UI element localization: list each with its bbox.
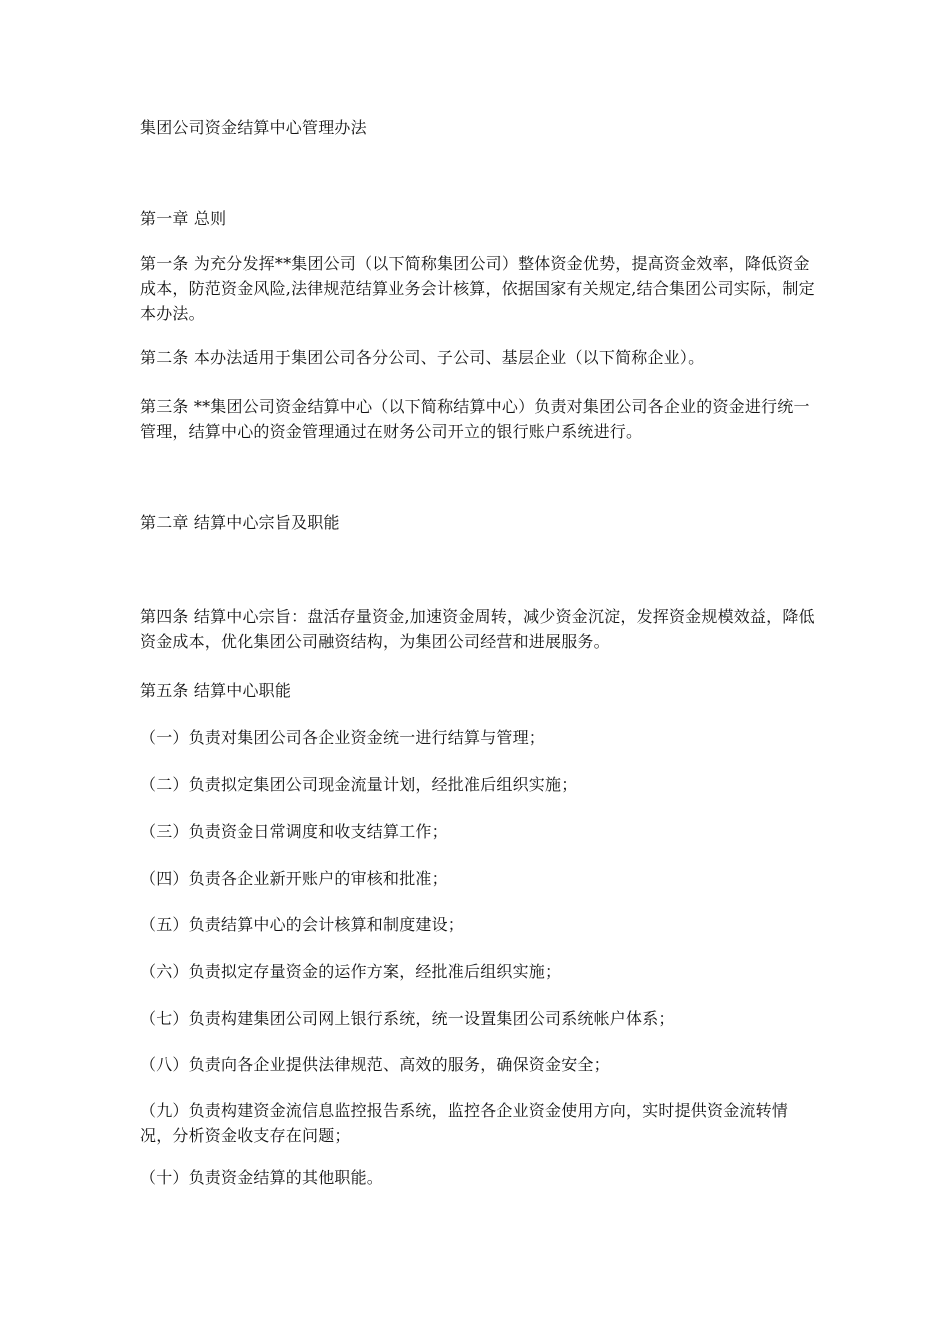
list-item-1: （一）负责对集团公司各企业资金统一进行结算与管理； bbox=[140, 728, 546, 747]
list-item-8: （八）负责向各企业提供法律规范、高效的服务，确保资金安全； bbox=[140, 1055, 610, 1074]
chapter-1-heading: 第一章 总则 bbox=[140, 209, 227, 228]
article-2: 第二条 本办法适用于集团公司各分公司、子公司、基层企业（以下简称企业）。 bbox=[140, 348, 705, 367]
article-1: 第一条 为充分发挥**集团公司（以下简称集团公司）整体资金优势，提高资金效率，降低资金成本，防范资金风险,法律规范结算业务会计核算，依据国家有关规定,结合集团公司实际，制定本办法。 bbox=[140, 254, 815, 323]
list-item-6: （六）负责拟定存量资金的运作方案，经批准后组织实施； bbox=[140, 962, 562, 981]
article-3: 第三条 **集团公司资金结算中心（以下简称结算中心）负责对集团公司各企业的资金进行统一管理，结算中心的资金管理通过在财务公司开立的银行账户系统进行。 bbox=[140, 397, 810, 441]
article-4: 第四条 结算中心宗旨：盘活存量资金,加速资金周转，减少资金沉淀，发挥资金规模效益，降低资金成本，优化集团公司融资结构，为集团公司经营和进展服务。 bbox=[140, 607, 815, 651]
document-title: 集团公司资金结算中心管理办法 bbox=[140, 118, 367, 137]
list-item-7: （七）负责构建集团公司网上银行系统，统一设置集团公司系统帐户体系； bbox=[140, 1009, 675, 1028]
chapter-2-heading: 第二章 结算中心宗旨及职能 bbox=[140, 513, 340, 532]
list-item-4: （四）负责各企业新开账户的审核和批准； bbox=[140, 869, 448, 888]
list-item-2: （二）负责拟定集团公司现金流量计划，经批准后组织实施； bbox=[140, 775, 578, 794]
list-item-5: （五）负责结算中心的会计核算和制度建设； bbox=[140, 915, 465, 934]
list-item-9: （九）负责构建资金流信息监控报告系统，监控各企业资金使用方向，实时提供资金流转情况，分析资金收支存在问题； bbox=[140, 1101, 789, 1145]
article-5: 第五条 结算中心职能 bbox=[140, 681, 292, 700]
list-item-10: （十）负责资金结算的其他职能。 bbox=[140, 1168, 384, 1187]
list-item-3: （三）负责资金日常调度和收支结算工作； bbox=[140, 822, 448, 841]
